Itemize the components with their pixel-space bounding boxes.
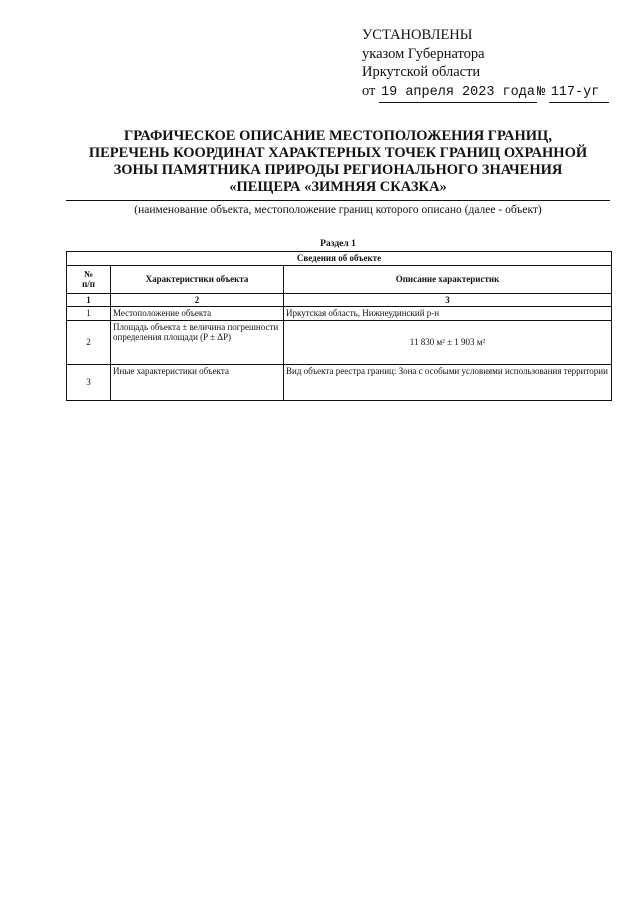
table-caption-row: [67, 252, 612, 266]
title-underline: [66, 200, 610, 201]
approval-date: 19 апреля 2023 года: [379, 84, 537, 104]
table-header-row: [67, 265, 612, 293]
row-characteristic: Иные характеристики объекта: [111, 364, 284, 400]
approval-stamp: [362, 26, 609, 103]
approval-line-decree: указом Губернатора: [362, 45, 485, 62]
object-info-table: [66, 251, 612, 401]
row-description: Вид объекта реестра границ: Зона с особыми условиями использования территории: [284, 364, 612, 400]
table-row: [67, 320, 612, 364]
column-index-3: 3: [284, 293, 612, 307]
column-index-2: 2: [111, 293, 284, 307]
header-num-abbr: п/п: [82, 279, 95, 289]
table-row: [67, 364, 612, 400]
column-index-row: [67, 293, 612, 307]
title-line-2: ПЕРЕЧЕНЬ КООРДИНАТ ХАРАКТЕРНЫХ ТОЧЕК ГРАНИЦ ОХРАННОЙ: [88, 145, 588, 161]
document-title: [66, 128, 610, 196]
header-characteristic: Характеристики объекта: [111, 265, 284, 293]
header-num-sign: №: [83, 268, 94, 279]
row-description: Иркутская область, Нижнеудинский р-н: [284, 307, 612, 321]
row-num: 3: [67, 364, 111, 400]
section-title: Раздел 1: [320, 239, 356, 249]
row-characteristic: Местоположение объекта: [111, 307, 284, 321]
table-caption: Сведения об объекте: [67, 252, 612, 266]
title-caption: (наименование объекта, местоположение границ которого описано (далее - объект): [134, 204, 542, 216]
approval-number-sign: №: [536, 84, 546, 100]
approval-date-line: [362, 82, 609, 104]
table-row: [67, 307, 612, 321]
approval-date-prefix: от: [362, 82, 376, 99]
title-line-4: «ПЕЩЕРА «ЗИМНЯЯ СКАЗКА»: [229, 179, 447, 195]
row-num: 1: [67, 307, 111, 321]
header-num: [67, 265, 111, 293]
approval-number: 117-уг: [549, 84, 609, 104]
row-num: 2: [67, 320, 111, 364]
row-characteristic: Площадь объекта ± величина погрешности определения площади (P ± ΔP): [111, 320, 284, 364]
title-line-1: ГРАФИЧЕСКОЕ ОПИСАНИЕ МЕСТОПОЛОЖЕНИЯ ГРАНИЦ,: [124, 128, 552, 144]
row-description: 11 830 м² ± 1 903 м²: [284, 320, 612, 364]
approval-line-established: УСТАНОВЛЕНЫ: [362, 27, 473, 43]
title-line-3: ЗОНЫ ПАМЯТНИКА ПРИРОДЫ РЕГИОНАЛЬНОГО ЗНАЧЕНИЯ: [113, 162, 563, 178]
header-description: Описание характеристик: [284, 265, 612, 293]
column-index-1: 1: [67, 293, 111, 307]
approval-line-region: Иркутской области: [362, 64, 481, 80]
